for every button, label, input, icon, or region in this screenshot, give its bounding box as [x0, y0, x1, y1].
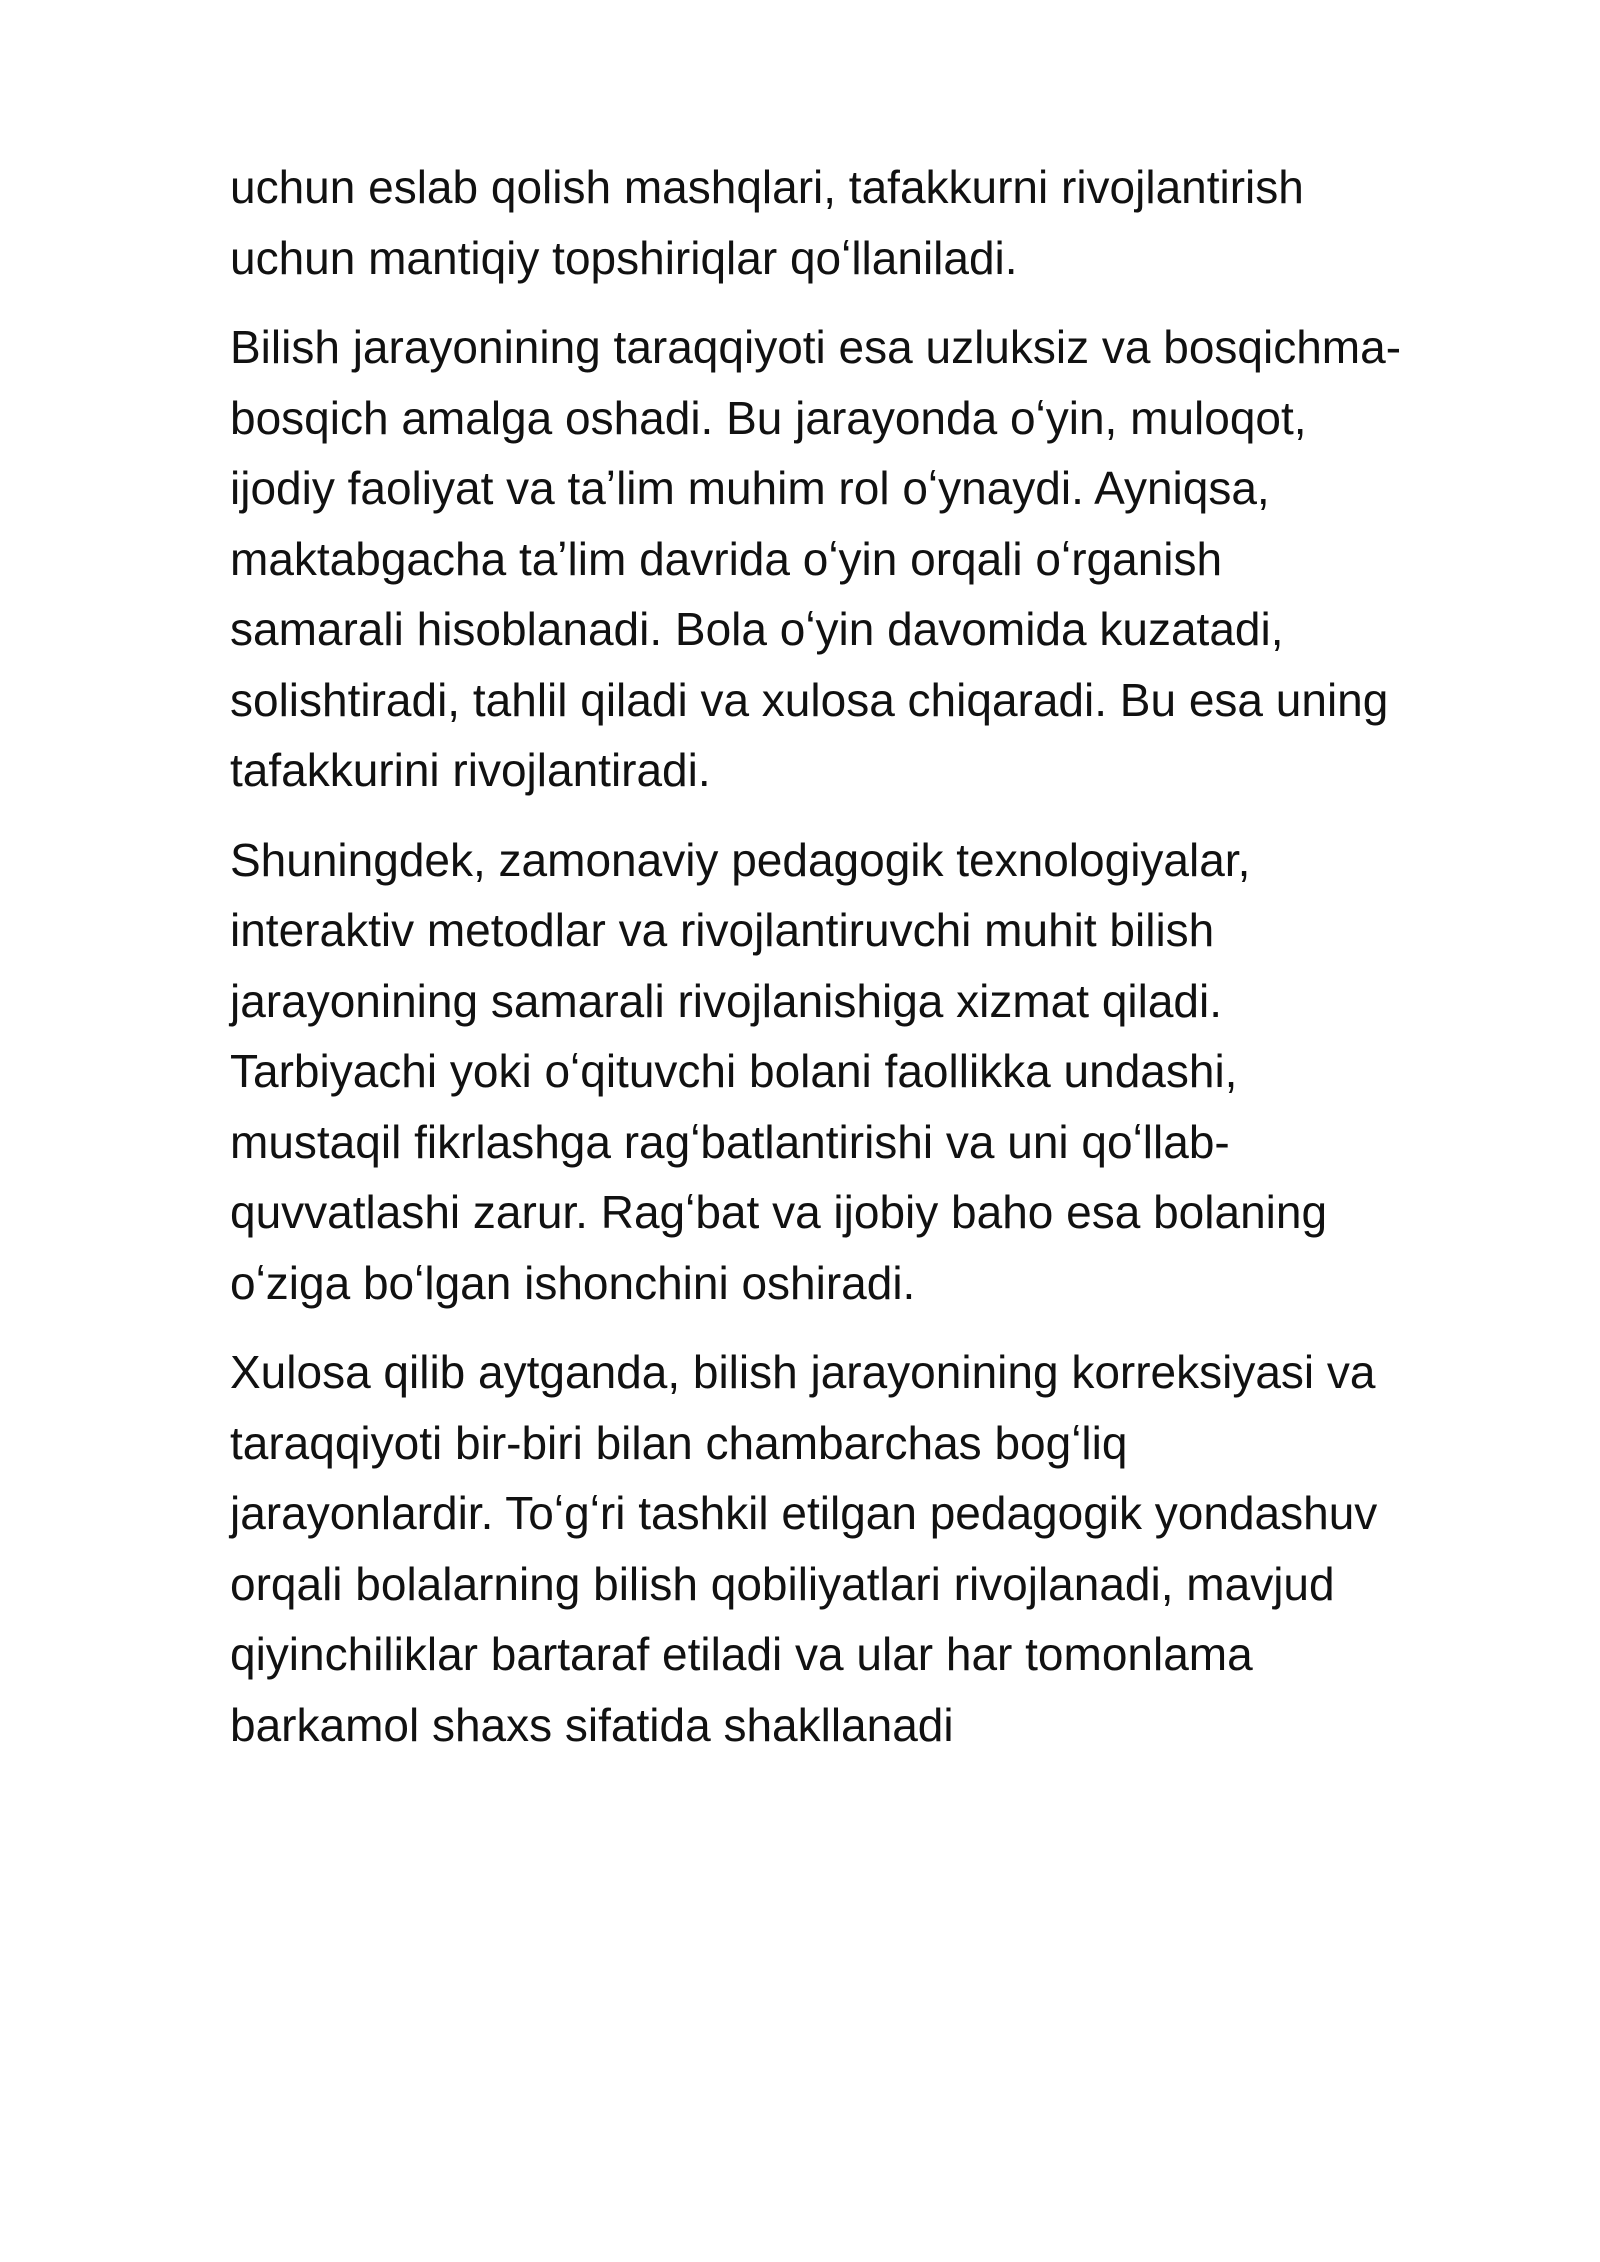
text-line: ijodiy faoliyat va taʼlim muhim rol oʻynaydi. Ayniqsa,	[230, 462, 1270, 514]
text-line: orqali bolalarning bilish qobiliyatlari rivojlanadi, mavjud	[230, 1557, 1335, 1610]
text-line: quvvatlashi zarur. Ragʻbat va ijobiy baho esa bolaning	[230, 1186, 1328, 1238]
text-line: barkamol shaxs sifatida shakllanadi	[230, 1698, 954, 1751]
text-line: taraqqiyoti bir-biri bilan chambarchas bogʻliq	[230, 1416, 1128, 1469]
paragraph-2	[230, 312, 1500, 806]
text-line: oʻziga boʻlgan ishonchini oshiradi.	[230, 1256, 916, 1309]
paragraph-3	[230, 825, 1500, 1319]
text-line: solishtiradi, tahlil qiladi va xulosa chiqaradi. Bu esa uning	[230, 673, 1389, 726]
text-line: jarayonining samarali rivojlanishiga xizmat qiladi.	[230, 974, 1223, 1027]
document-body	[230, 152, 1500, 1779]
text-line: uchun eslab qolish mashqlari, tafakkurni rivojlantirish	[230, 161, 1304, 213]
text-line: jarayonlardir. Toʻgʻri tashkil etilgan pedagogik yondashuv	[230, 1487, 1378, 1539]
text-line: bosqich amalga oshadi. Bu jarayonda oʻyin, muloqot,	[230, 391, 1307, 444]
text-line: tafakkurini rivojlantiradi.	[230, 744, 711, 796]
text-line: uchun mantiqiy topshiriqlar qoʻllaniladi.	[230, 231, 1018, 284]
paragraph-1	[230, 152, 1500, 293]
text-line: Shuningdek, zamonaviy pedagogik texnologiyalar,	[230, 833, 1251, 886]
text-line: Bilish jarayonining taraqqiyoti esa uzluksiz va bosqichma-	[230, 321, 1402, 373]
text-line: Tarbiyachi yoki oʻqituvchi bolani faollikka undashi,	[230, 1045, 1238, 1097]
paragraph-4	[230, 1337, 1500, 1760]
text-line: mustaqil fikrlashga ragʻbatlantirishi va uni qoʻllab-	[230, 1115, 1230, 1168]
text-line: samarali hisoblanadi. Bola oʻyin davomida kuzatadi,	[230, 603, 1284, 655]
text-line: interaktiv metodlar va rivojlantiruvchi muhit bilish	[230, 904, 1215, 956]
text-line: maktabgacha taʼlim davrida oʻyin orqali oʻrganish	[230, 532, 1223, 585]
text-line: qiyinchiliklar bartaraf etiladi va ular har tomonlama	[230, 1628, 1253, 1680]
text-line: Xulosa qilib aytganda, bilish jarayonining korreksiyasi va	[230, 1346, 1376, 1398]
